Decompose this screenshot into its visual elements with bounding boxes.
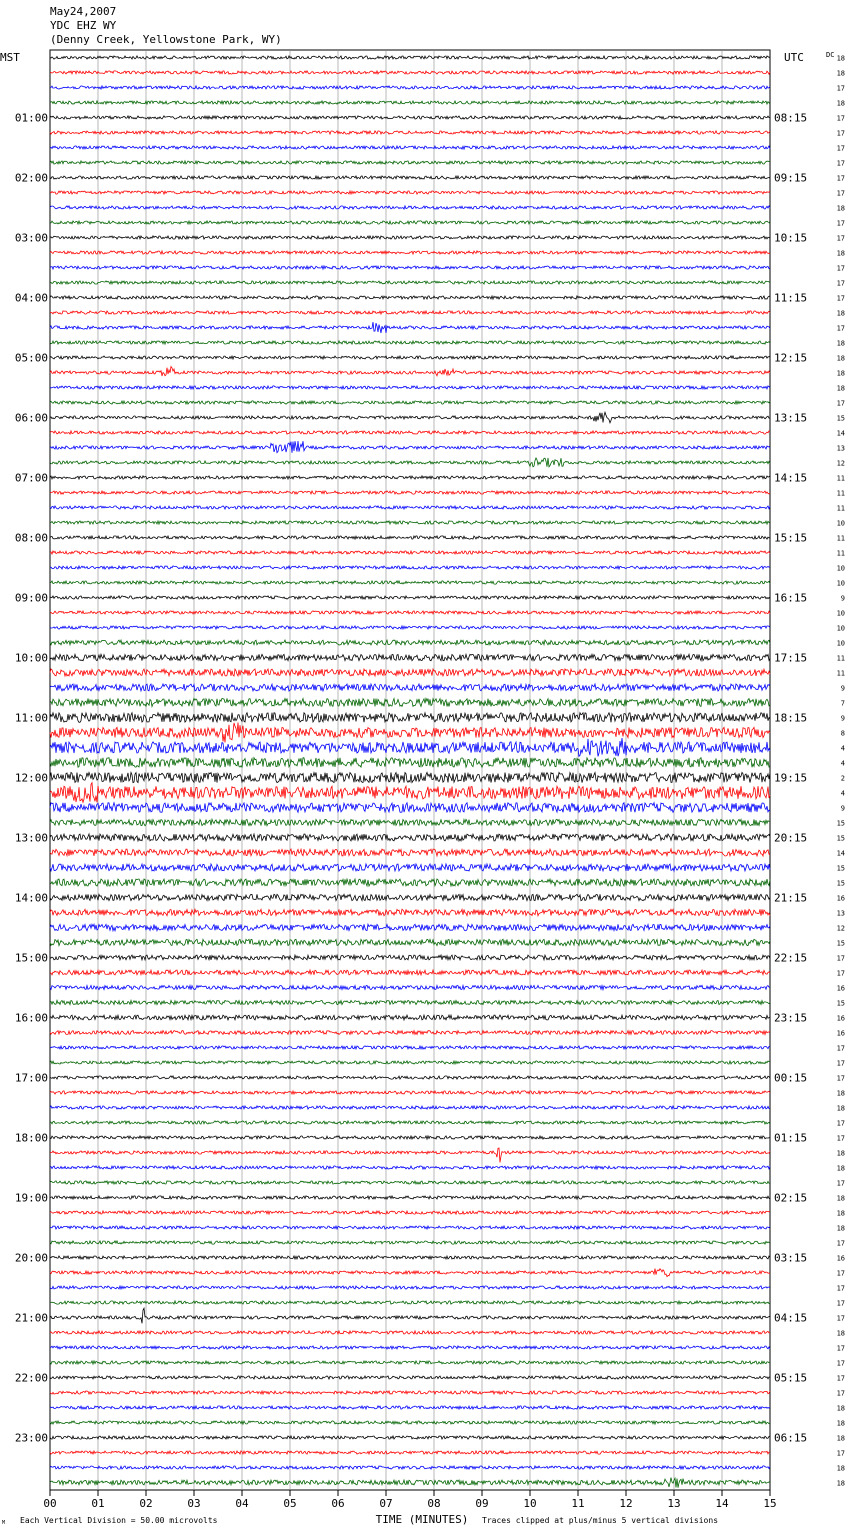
dc-offset-value: 13 (836, 444, 845, 453)
seismogram-trace (50, 1361, 770, 1364)
seismogram-trace (50, 86, 770, 89)
seismogram-trace (50, 1196, 770, 1199)
seismogram-trace (50, 1211, 770, 1214)
seismogram-trace (50, 1406, 770, 1409)
dc-offset-value: 11 (836, 489, 845, 498)
dc-offset-value: 15 (836, 834, 845, 843)
seismogram-trace (50, 266, 770, 269)
dc-offset-value: 18 (836, 204, 845, 213)
dc-offset-value: 17 (836, 969, 845, 978)
mst-hour-label: 09:00 (14, 591, 48, 605)
mst-hour-label: 01:00 (14, 111, 48, 125)
footer-mark: M (2, 1520, 6, 1526)
seismogram-trace (50, 1451, 770, 1454)
seismogram-trace (50, 849, 770, 856)
seismogram-trace (50, 894, 770, 900)
dc-offset-value: 10 (836, 579, 845, 588)
dc-offset-value: 18 (836, 384, 845, 393)
dc-offset-value: 18 (836, 1479, 845, 1488)
dc-offset-value: 11 (836, 654, 845, 663)
seismogram-trace (50, 939, 770, 945)
dc-offset-value: 17 (836, 954, 845, 963)
dc-offset-value: 18 (836, 1164, 845, 1173)
dc-offset-value: 18 (836, 1434, 845, 1443)
dc-offset-value: 15 (836, 819, 845, 828)
dc-offset-value: 16 (836, 984, 845, 993)
utc-hour-label: 04:15 (774, 1311, 808, 1325)
dc-offset-value: 18 (836, 54, 845, 63)
dc-offset-value: 17 (836, 144, 845, 153)
seismogram-trace (50, 1106, 770, 1109)
seismogram-trace (50, 819, 770, 825)
utc-hour-label: 11:15 (774, 291, 808, 305)
dc-offset-value: 4 (840, 759, 845, 768)
utc-hour-label: 23:15 (774, 1011, 808, 1025)
mst-axis-label: MST (0, 51, 20, 64)
dc-offset-value: 18 (836, 339, 845, 348)
seismogram-trace (50, 536, 770, 539)
dc-offset-value: 17 (836, 1119, 845, 1128)
seismogram-trace (50, 1376, 770, 1379)
dc-offset-value: 10 (836, 519, 845, 528)
seismogram-trace (50, 1076, 770, 1079)
dc-offset-value: 17 (836, 129, 845, 138)
utc-hour-label: 15:15 (774, 531, 808, 545)
dc-offset-value: 9 (840, 804, 845, 813)
dc-offset-value: 17 (836, 1239, 845, 1248)
seismogram-trace (50, 970, 770, 975)
seismogram-trace (50, 176, 770, 179)
seismogram-trace (50, 566, 770, 569)
dc-offset-value: 17 (836, 1134, 845, 1143)
mst-hour-label: 10:00 (14, 651, 48, 665)
x-tick-label: 00 (43, 1497, 57, 1510)
seismogram-trace (50, 506, 770, 509)
dc-offset-value: 11 (836, 504, 845, 513)
dc-offset-value: 14 (836, 849, 845, 858)
dc-offset-value: 17 (836, 1074, 845, 1083)
date-label: May24,2007 (50, 5, 117, 18)
x-tick-label: 13 (667, 1497, 681, 1510)
mst-hour-label: 18:00 (14, 1131, 48, 1145)
seismogram-trace (50, 713, 770, 723)
seismogram-trace (50, 864, 770, 871)
dc-offset-value: 11 (836, 549, 845, 558)
seismogram-trace (50, 311, 770, 314)
dc-offset-value: 15 (836, 864, 845, 873)
dc-offset-value: 13 (836, 909, 845, 918)
dc-offset-value: 18 (836, 354, 845, 363)
seismogram-trace (50, 1061, 770, 1064)
seismogram-trace (50, 640, 770, 645)
seismogram-trace (50, 909, 770, 915)
utc-hour-label: 22:15 (774, 951, 808, 965)
mst-hour-label: 08:00 (14, 531, 48, 545)
seismogram-trace (50, 251, 770, 254)
seismogram-trace (50, 356, 770, 359)
seismogram-trace (50, 1148, 770, 1163)
dc-offset-value: 18 (836, 1089, 845, 1098)
seismogram-trace (50, 401, 770, 404)
seismogram-trace (50, 1121, 770, 1124)
mst-hour-label: 21:00 (14, 1311, 48, 1325)
seismogram-trace (50, 738, 770, 756)
dc-offset-value: 18 (836, 1404, 845, 1413)
dc-offset-value: 17 (836, 1359, 845, 1368)
mst-hour-label: 03:00 (14, 231, 48, 245)
dc-offset-value: 16 (836, 1254, 845, 1263)
seismogram-trace (50, 1000, 770, 1004)
dc-axis-label: DC (826, 51, 835, 59)
seismogram-trace (50, 367, 770, 377)
seismogram-trace (50, 131, 770, 134)
seismogram-trace (50, 491, 770, 494)
dc-offset-value: 7 (840, 699, 845, 708)
location-label: (Denny Creek, Yellowstone Park, WY) (50, 33, 282, 46)
mst-hour-label: 17:00 (14, 1071, 48, 1085)
dc-offset-value: 10 (836, 639, 845, 648)
seismogram-trace (50, 783, 770, 803)
seismogram-trace (50, 803, 770, 813)
seismogram-trace (50, 1286, 770, 1289)
mst-hour-label: 12:00 (14, 771, 48, 785)
dc-offset-value: 8 (840, 729, 845, 738)
mst-hour-label: 14:00 (14, 891, 48, 905)
dc-offset-value: 18 (836, 309, 845, 318)
dc-offset-value: 16 (836, 1014, 845, 1023)
seismogram-trace (50, 56, 770, 59)
mst-hour-label: 05:00 (14, 351, 48, 365)
x-tick-label: 06 (331, 1497, 345, 1510)
dc-offset-value: 17 (836, 1314, 845, 1323)
dc-offset-value: 18 (836, 369, 845, 378)
mst-hour-label: 06:00 (14, 411, 48, 425)
seismogram-trace (50, 611, 770, 614)
dc-offset-value: 14 (836, 429, 845, 438)
dc-offset-value: 18 (836, 1419, 845, 1428)
mst-hour-label: 23:00 (14, 1431, 48, 1445)
seismogram-trace (50, 458, 770, 467)
dc-offset-value: 17 (836, 1269, 845, 1278)
dc-offset-value: 17 (836, 279, 845, 288)
mst-hour-label: 16:00 (14, 1011, 48, 1025)
dc-offset-value: 17 (836, 1284, 845, 1293)
utc-hour-label: 08:15 (774, 111, 808, 125)
dc-offset-value: 17 (836, 324, 845, 333)
dc-offset-value: 17 (836, 1389, 845, 1398)
utc-hour-label: 03:15 (774, 1251, 808, 1265)
seismogram-trace (50, 521, 770, 524)
dc-offset-value: 9 (840, 684, 845, 693)
x-axis-title: TIME (MINUTES) (375, 1513, 469, 1526)
x-tick-label: 15 (763, 1497, 777, 1510)
dc-offset-value: 4 (840, 789, 845, 798)
utc-hour-label: 12:15 (774, 351, 808, 365)
seismogram-trace (50, 322, 770, 333)
dc-offset-value: 17 (836, 174, 845, 183)
dc-offset-value: 17 (836, 189, 845, 198)
utc-hour-label: 21:15 (774, 891, 808, 905)
seismogram-trace (50, 1301, 770, 1304)
dc-offset-value: 17 (836, 294, 845, 303)
x-tick-label: 12 (619, 1497, 633, 1510)
dc-offset-value: 16 (836, 894, 845, 903)
mst-hour-label: 07:00 (14, 471, 48, 485)
seismogram-trace (50, 551, 770, 554)
utc-hour-label: 02:15 (774, 1191, 808, 1205)
x-tick-label: 10 (523, 1497, 537, 1510)
x-tick-label: 01 (91, 1497, 105, 1510)
dc-offset-value: 17 (836, 1044, 845, 1053)
utc-hour-label: 00:15 (774, 1071, 808, 1085)
dc-offset-value: 17 (836, 1179, 845, 1188)
mst-hour-label: 13:00 (14, 831, 48, 845)
dc-offset-value: 17 (836, 234, 845, 243)
seismogram-trace (50, 626, 770, 629)
seismogram-trace (50, 386, 770, 389)
dc-offset-value: 15 (836, 999, 845, 1008)
dc-offset-value: 18 (836, 69, 845, 78)
dc-offset-value: 17 (836, 1449, 845, 1458)
utc-hour-label: 09:15 (774, 171, 808, 185)
seismogram-trace (50, 206, 770, 209)
x-tick-label: 11 (571, 1497, 585, 1510)
utc-hour-label: 13:15 (774, 411, 808, 425)
seismogram-trace (50, 669, 770, 676)
seismogram-trace (50, 1466, 770, 1469)
x-tick-label: 02 (139, 1497, 153, 1510)
dc-offset-value: 18 (836, 1329, 845, 1338)
utc-hour-label: 18:15 (774, 711, 808, 725)
seismogram-trace (50, 581, 770, 584)
utc-hour-label: 10:15 (774, 231, 808, 245)
seismogram-trace (50, 1256, 770, 1259)
dc-offset-value: 18 (836, 1464, 845, 1473)
mst-hour-label: 19:00 (14, 1191, 48, 1205)
seismogram-trace (50, 116, 770, 119)
dc-offset-value: 18 (836, 99, 845, 108)
seismogram-trace (50, 296, 770, 299)
x-tick-label: 04 (235, 1497, 249, 1510)
utc-hour-label: 17:15 (774, 651, 808, 665)
dc-offset-value: 10 (836, 564, 845, 573)
dc-offset-value: 17 (836, 114, 845, 123)
seismogram-trace (50, 146, 770, 149)
seismogram-trace (50, 772, 770, 782)
seismogram-trace (50, 441, 770, 453)
seismogram-trace (50, 985, 770, 989)
seismogram-trace (50, 476, 770, 479)
dc-offset-value: 17 (836, 1374, 845, 1383)
dc-offset-value: 18 (836, 1209, 845, 1218)
seismogram-trace (50, 1308, 770, 1323)
mst-hour-label: 11:00 (14, 711, 48, 725)
seismogram-trace (50, 161, 770, 164)
mst-hour-label: 15:00 (14, 951, 48, 965)
dc-offset-value: 15 (836, 879, 845, 888)
seismogram-trace (50, 71, 770, 74)
dc-offset-value: 12 (836, 459, 845, 468)
seismogram-trace (50, 412, 770, 423)
utc-hour-label: 14:15 (774, 471, 808, 485)
x-tick-label: 09 (475, 1497, 489, 1510)
utc-hour-label: 06:15 (774, 1431, 808, 1445)
dc-offset-value: 2 (840, 774, 845, 783)
dc-offset-value: 9 (840, 714, 845, 723)
dc-offset-value: 11 (836, 534, 845, 543)
utc-hour-label: 16:15 (774, 591, 808, 605)
dc-offset-value: 4 (840, 744, 845, 753)
dc-offset-value: 11 (836, 474, 845, 483)
seismogram-trace (50, 191, 770, 194)
seismogram-trace (50, 341, 770, 344)
seismogram-trace (50, 1421, 770, 1424)
seismogram-trace (50, 723, 770, 743)
seismogram-trace (50, 699, 770, 707)
utc-hour-label: 01:15 (774, 1131, 808, 1145)
seismogram-trace (50, 1046, 770, 1049)
dc-offset-value: 17 (836, 1059, 845, 1068)
seismogram-trace (50, 101, 770, 104)
dc-offset-value: 18 (836, 1194, 845, 1203)
x-tick-label: 14 (715, 1497, 729, 1510)
seismogram-trace (50, 236, 770, 239)
dc-offset-value: 17 (836, 1299, 845, 1308)
dc-offset-value: 17 (836, 219, 845, 228)
mst-hour-label: 22:00 (14, 1371, 48, 1385)
mst-hour-label: 02:00 (14, 171, 48, 185)
utc-hour-label: 05:15 (774, 1371, 808, 1385)
seismogram-trace (50, 834, 770, 841)
dc-offset-value: 18 (836, 1149, 845, 1158)
dc-offset-value: 15 (836, 414, 845, 423)
dc-offset-value: 10 (836, 624, 845, 633)
seismogram-trace (50, 221, 770, 224)
seismogram-trace (50, 1391, 770, 1394)
x-tick-label: 07 (379, 1497, 393, 1510)
scale-note: Each Vertical Division = 50.00 microvolts (20, 1516, 218, 1525)
mst-hour-label: 04:00 (14, 291, 48, 305)
dc-offset-value: 15 (836, 939, 845, 948)
station-label: YDC EHZ WY (50, 19, 117, 32)
dc-offset-value: 18 (836, 1224, 845, 1233)
seismogram-trace (50, 1015, 770, 1020)
dc-offset-value: 17 (836, 84, 845, 93)
dc-offset-value: 16 (836, 1029, 845, 1038)
x-tick-label: 03 (187, 1497, 201, 1510)
seismogram-trace (50, 431, 770, 434)
seismogram-trace (50, 1346, 770, 1349)
seismogram-trace (50, 879, 770, 886)
seismogram-trace (50, 684, 770, 691)
seismogram-trace (50, 1436, 770, 1439)
seismogram-trace (50, 1478, 770, 1488)
seismogram-trace (50, 1091, 770, 1094)
seismogram-trace (50, 1136, 770, 1139)
seismogram-trace (50, 955, 770, 960)
utc-hour-label: 19:15 (774, 771, 808, 785)
dc-offset-value: 11 (836, 669, 845, 678)
utc-hour-label: 20:15 (774, 831, 808, 845)
clip-note: Traces clipped at plus/minus 5 vertical divisions (482, 1516, 719, 1525)
seismogram-trace (50, 1331, 770, 1334)
seismogram-trace (50, 1241, 770, 1244)
x-tick-label: 05 (283, 1497, 297, 1510)
dc-offset-value: 9 (840, 594, 845, 603)
seismogram-trace (50, 281, 770, 284)
seismogram-trace (50, 1031, 770, 1035)
seismogram-trace (50, 924, 770, 930)
mst-hour-label: 20:00 (14, 1251, 48, 1265)
dc-offset-value: 10 (836, 609, 845, 618)
seismogram-trace (50, 1269, 770, 1277)
dc-offset-value: 18 (836, 249, 845, 258)
x-tick-label: 08 (427, 1497, 441, 1510)
seismogram-trace (50, 1166, 770, 1169)
dc-offset-value: 12 (836, 924, 845, 933)
seismogram-trace (50, 758, 770, 768)
dc-offset-value: 18 (836, 1104, 845, 1113)
dc-offset-value: 17 (836, 264, 845, 273)
dc-offset-value: 17 (836, 1344, 845, 1353)
seismogram-trace (50, 596, 770, 599)
dc-offset-value: 17 (836, 159, 845, 168)
seismogram-trace (50, 1226, 770, 1229)
dc-offset-value: 17 (836, 399, 845, 408)
seismogram-trace (50, 1181, 770, 1184)
utc-axis-label: UTC (784, 51, 804, 64)
seismogram-trace (50, 654, 770, 660)
